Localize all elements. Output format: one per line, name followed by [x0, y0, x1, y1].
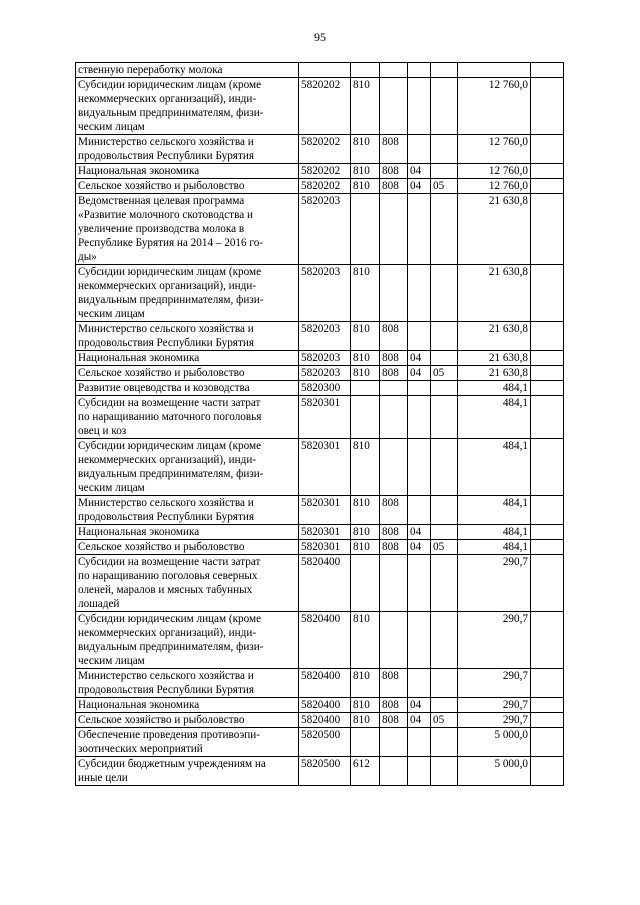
- table-row: [76, 728, 564, 757]
- section-code-cell: [408, 612, 431, 669]
- section-code-cell: [408, 63, 431, 78]
- target-code-cell: 5820203: [299, 194, 351, 265]
- expense-type-cell: 810: [351, 525, 380, 540]
- row-name-cell: Субсидии юридическим лицам (кроме некоммерческих организаций), инди- видуальным предпринимателям, физи- ческим лицам: [76, 612, 299, 669]
- target-code-cell: 5820301: [299, 396, 351, 439]
- amount-cell: 484,1: [458, 540, 531, 555]
- target-code-cell: 5820301: [299, 496, 351, 525]
- section-code-cell: 04: [408, 366, 431, 381]
- amount-cell: 5 000,0: [458, 728, 531, 757]
- row-name-cell: Развитие овцеводства и козоводства: [76, 381, 299, 396]
- empty-cell: [531, 322, 564, 351]
- table-row: [76, 78, 564, 135]
- department-code-cell: [380, 439, 408, 496]
- section-code-cell: 04: [408, 164, 431, 179]
- department-code-cell: 808: [380, 540, 408, 555]
- amount-cell: 21 630,8: [458, 265, 531, 322]
- row-name-cell: Национальная экономика: [76, 525, 299, 540]
- empty-cell: [531, 439, 564, 496]
- department-code-cell: 808: [380, 496, 408, 525]
- target-code-cell: 5820301: [299, 439, 351, 496]
- row-name-cell: Национальная экономика: [76, 351, 299, 366]
- department-code-cell: [380, 555, 408, 612]
- row-name-cell: Субсидии юридическим лицам (кроме некоммерческих организаций), инди- видуальным предпринимателям, физи- ческим лицам: [76, 78, 299, 135]
- target-code-cell: 5820203: [299, 265, 351, 322]
- row-name-cell: Министерство сельского хозяйства и продовольствия Республики Бурятия: [76, 496, 299, 525]
- target-code-cell: 5820400: [299, 698, 351, 713]
- table-row: [76, 135, 564, 164]
- section-code-cell: 04: [408, 540, 431, 555]
- row-name-cell: Обеспечение проведения противоэпи- зоотических мероприятий: [76, 728, 299, 757]
- subsection-code-cell: 05: [431, 540, 458, 555]
- table-row: [76, 496, 564, 525]
- amount-cell: 290,7: [458, 555, 531, 612]
- target-code-cell: 5820400: [299, 713, 351, 728]
- expense-type-cell: 810: [351, 164, 380, 179]
- expense-type-cell: [351, 63, 380, 78]
- target-code-cell: 5820203: [299, 322, 351, 351]
- page-number: 95: [314, 30, 326, 44]
- department-code-cell: 808: [380, 366, 408, 381]
- table-row: [76, 713, 564, 728]
- empty-cell: [531, 396, 564, 439]
- empty-cell: [531, 194, 564, 265]
- target-code-cell: 5820301: [299, 540, 351, 555]
- section-code-cell: [408, 135, 431, 164]
- amount-cell: 5 000,0: [458, 757, 531, 786]
- row-name-cell: Сельское хозяйство и рыболовство: [76, 713, 299, 728]
- expense-type-cell: 810: [351, 135, 380, 164]
- subsection-code-cell: [431, 164, 458, 179]
- department-code-cell: 808: [380, 525, 408, 540]
- expense-type-cell: [351, 194, 380, 265]
- department-code-cell: [380, 78, 408, 135]
- subsection-code-cell: [431, 555, 458, 612]
- table-row: [76, 757, 564, 786]
- empty-cell: [531, 525, 564, 540]
- expense-type-cell: [351, 728, 380, 757]
- expense-type-cell: [351, 381, 380, 396]
- expense-type-cell: 810: [351, 540, 380, 555]
- subsection-code-cell: 05: [431, 179, 458, 194]
- target-code-cell: 5820202: [299, 179, 351, 194]
- department-code-cell: [380, 612, 408, 669]
- amount-cell: 21 630,8: [458, 322, 531, 351]
- target-code-cell: 5820203: [299, 366, 351, 381]
- subsection-code-cell: [431, 757, 458, 786]
- table-row: [76, 179, 564, 194]
- department-code-cell: [380, 396, 408, 439]
- section-code-cell: 04: [408, 698, 431, 713]
- empty-cell: [531, 351, 564, 366]
- expense-type-cell: 810: [351, 366, 380, 381]
- table-row: [76, 164, 564, 179]
- amount-cell: 21 630,8: [458, 366, 531, 381]
- subsection-code-cell: [431, 439, 458, 496]
- target-code-cell: 5820300: [299, 381, 351, 396]
- subsection-code-cell: [431, 669, 458, 698]
- empty-cell: [531, 669, 564, 698]
- subsection-code-cell: [431, 63, 458, 78]
- table-row: [76, 396, 564, 439]
- department-code-cell: 808: [380, 669, 408, 698]
- subsection-code-cell: [431, 612, 458, 669]
- amount-cell: 12 760,0: [458, 179, 531, 194]
- department-code-cell: 808: [380, 179, 408, 194]
- target-code-cell: 5820400: [299, 612, 351, 669]
- row-name-cell: Национальная экономика: [76, 164, 299, 179]
- table-row: [76, 439, 564, 496]
- target-code-cell: 5820202: [299, 164, 351, 179]
- target-code-cell: 5820202: [299, 78, 351, 135]
- amount-cell: 21 630,8: [458, 194, 531, 265]
- section-code-cell: [408, 669, 431, 698]
- empty-cell: [531, 135, 564, 164]
- empty-cell: [531, 179, 564, 194]
- subsection-code-cell: [431, 351, 458, 366]
- subsection-code-cell: 05: [431, 713, 458, 728]
- section-code-cell: [408, 555, 431, 612]
- table-row: [76, 612, 564, 669]
- expense-type-cell: 810: [351, 496, 380, 525]
- section-code-cell: [408, 396, 431, 439]
- table-row: [76, 540, 564, 555]
- expense-type-cell: 810: [351, 78, 380, 135]
- section-code-cell: 04: [408, 179, 431, 194]
- amount-cell: 484,1: [458, 525, 531, 540]
- section-code-cell: [408, 757, 431, 786]
- subsection-code-cell: 05: [431, 366, 458, 381]
- expense-type-cell: 810: [351, 179, 380, 194]
- department-code-cell: 808: [380, 351, 408, 366]
- section-code-cell: [408, 439, 431, 496]
- department-code-cell: [380, 63, 408, 78]
- row-name-cell: Министерство сельского хозяйства и продовольствия Республики Бурятия: [76, 669, 299, 698]
- target-code-cell: 5820203: [299, 351, 351, 366]
- row-name-cell: Субсидии бюджетным учреждениям на иные цели: [76, 757, 299, 786]
- department-code-cell: [380, 265, 408, 322]
- section-code-cell: [408, 265, 431, 322]
- target-code-cell: 5820500: [299, 757, 351, 786]
- subsection-code-cell: [431, 265, 458, 322]
- row-name-cell: ственную переработку молока: [76, 63, 299, 78]
- row-name-cell: Сельское хозяйство и рыболовство: [76, 179, 299, 194]
- empty-cell: [531, 381, 564, 396]
- section-code-cell: 04: [408, 351, 431, 366]
- row-name-cell: Министерство сельского хозяйства и продовольствия Республики Бурятия: [76, 322, 299, 351]
- section-code-cell: 04: [408, 713, 431, 728]
- amount-cell: 484,1: [458, 496, 531, 525]
- department-code-cell: 808: [380, 713, 408, 728]
- expense-type-cell: 810: [351, 265, 380, 322]
- row-name-cell: Субсидии на возмещение части затрат по наращиванию поголовья северных оленей, маралов и мясных табунных лошадей: [76, 555, 299, 612]
- expense-type-cell: 810: [351, 612, 380, 669]
- target-code-cell: [299, 63, 351, 78]
- amount-cell: 21 630,8: [458, 351, 531, 366]
- expense-type-cell: 810: [351, 669, 380, 698]
- amount-cell: 290,7: [458, 713, 531, 728]
- department-code-cell: 808: [380, 135, 408, 164]
- subsection-code-cell: [431, 322, 458, 351]
- table-row: [76, 63, 564, 78]
- amount-cell: [458, 63, 531, 78]
- table-row: [76, 381, 564, 396]
- department-code-cell: 808: [380, 322, 408, 351]
- empty-cell: [531, 713, 564, 728]
- empty-cell: [531, 63, 564, 78]
- table-row: [76, 366, 564, 381]
- row-name-cell: Субсидии юридическим лицам (кроме некоммерческих организаций), инди- видуальным предпринимателям, физи- ческим лицам: [76, 439, 299, 496]
- amount-cell: 290,7: [458, 612, 531, 669]
- section-code-cell: [408, 381, 431, 396]
- department-code-cell: [380, 757, 408, 786]
- department-code-cell: [380, 194, 408, 265]
- department-code-cell: 808: [380, 698, 408, 713]
- target-code-cell: 5820400: [299, 555, 351, 612]
- amount-cell: 12 760,0: [458, 135, 531, 164]
- row-name-cell: Сельское хозяйство и рыболовство: [76, 540, 299, 555]
- empty-cell: [531, 366, 564, 381]
- expense-type-cell: 810: [351, 713, 380, 728]
- row-name-cell: Субсидии на возмещение части затрат по наращиванию маточного поголовья овец и коз: [76, 396, 299, 439]
- row-name-cell: Сельское хозяйство и рыболовство: [76, 366, 299, 381]
- empty-cell: [531, 164, 564, 179]
- expense-type-cell: 612: [351, 757, 380, 786]
- department-code-cell: 808: [380, 164, 408, 179]
- amount-cell: 12 760,0: [458, 164, 531, 179]
- table-row: [76, 194, 564, 265]
- target-code-cell: 5820400: [299, 669, 351, 698]
- amount-cell: 484,1: [458, 381, 531, 396]
- section-code-cell: [408, 322, 431, 351]
- row-name-cell: Министерство сельского хозяйства и продовольствия Республики Бурятия: [76, 135, 299, 164]
- row-name-cell: Субсидии юридическим лицам (кроме некоммерческих организаций), инди- видуальным предпринимателям, физи- ческим лицам: [76, 265, 299, 322]
- target-code-cell: 5820202: [299, 135, 351, 164]
- expense-type-cell: [351, 396, 380, 439]
- expense-type-cell: 810: [351, 322, 380, 351]
- amount-cell: 12 760,0: [458, 78, 531, 135]
- target-code-cell: 5820301: [299, 525, 351, 540]
- target-code-cell: 5820500: [299, 728, 351, 757]
- empty-cell: [531, 555, 564, 612]
- subsection-code-cell: [431, 78, 458, 135]
- table-row: [76, 698, 564, 713]
- subsection-code-cell: [431, 135, 458, 164]
- subsection-code-cell: [431, 496, 458, 525]
- table-row: [76, 669, 564, 698]
- expense-type-cell: [351, 555, 380, 612]
- empty-cell: [531, 78, 564, 135]
- empty-cell: [531, 698, 564, 713]
- table-row: [76, 322, 564, 351]
- subsection-code-cell: [431, 396, 458, 439]
- amount-cell: 290,7: [458, 669, 531, 698]
- table-body: [76, 63, 564, 786]
- amount-cell: 290,7: [458, 698, 531, 713]
- department-code-cell: [380, 381, 408, 396]
- expense-type-cell: 810: [351, 698, 380, 713]
- empty-cell: [531, 540, 564, 555]
- row-name-cell: Национальная экономика: [76, 698, 299, 713]
- expense-type-cell: 810: [351, 439, 380, 496]
- empty-cell: [531, 612, 564, 669]
- subsection-code-cell: [431, 728, 458, 757]
- amount-cell: 484,1: [458, 439, 531, 496]
- table-row: [76, 555, 564, 612]
- section-code-cell: 04: [408, 525, 431, 540]
- amount-cell: 484,1: [458, 396, 531, 439]
- section-code-cell: [408, 496, 431, 525]
- subsection-code-cell: [431, 525, 458, 540]
- section-code-cell: [408, 78, 431, 135]
- row-name-cell: Ведомственная целевая программа «Развитие молочного скотоводства и увеличение производства молока в Республике Бурятия на 2014 – 2016 го- ды»: [76, 194, 299, 265]
- department-code-cell: [380, 728, 408, 757]
- table-row: [76, 525, 564, 540]
- empty-cell: [531, 728, 564, 757]
- table-row: [76, 351, 564, 366]
- section-code-cell: [408, 194, 431, 265]
- subsection-code-cell: [431, 194, 458, 265]
- empty-cell: [531, 265, 564, 322]
- empty-cell: [531, 496, 564, 525]
- subsection-code-cell: [431, 381, 458, 396]
- section-code-cell: [408, 728, 431, 757]
- empty-cell: [531, 757, 564, 786]
- budget-table: [75, 62, 564, 786]
- table-row: [76, 265, 564, 322]
- subsection-code-cell: [431, 698, 458, 713]
- expense-type-cell: 810: [351, 351, 380, 366]
